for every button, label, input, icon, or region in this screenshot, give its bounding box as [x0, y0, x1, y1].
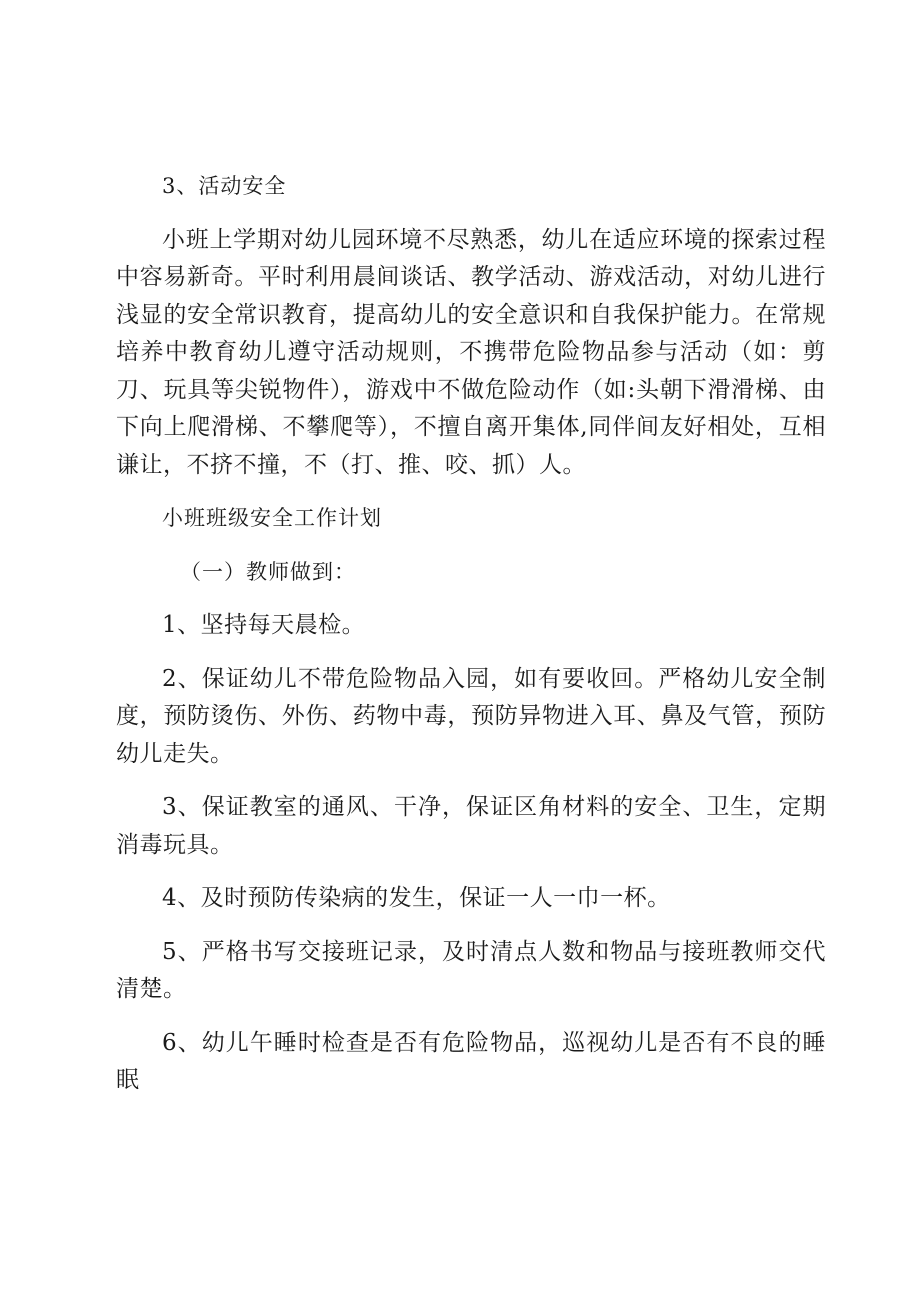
list-item-4: 4、及时预防传染病的发生，保证一人一巾一杯。 — [162, 885, 671, 911]
list-item-1: 1、坚持每天晨检。 — [162, 612, 366, 638]
section-heading-activity-safety: 3、活动安全 — [162, 174, 287, 198]
section-heading-class-safety-plan: 小班班级安全工作计划 — [162, 506, 382, 530]
subheading-teacher-duties: （一）教师做到： — [180, 559, 356, 584]
list-item-2: 2、保证幼儿不带危险物品入园，如有要收回。严格幼儿安全制度，预防烫伤、外伤、药物中毒，预防异物进入耳、鼻及气管，预防幼儿走失。 — [116, 665, 826, 767]
list-item-3: 3、保证教室的通风、干净，保证区角材料的安全、卫生，定期消毒玩具。 — [116, 794, 826, 858]
body-paragraph-activity-safety: 小班上学期对幼儿园环境不尽熟悉，幼儿在适应环境的探索过程中容易新奇。平时利用晨间谈话、教学活动、游戏活动，对幼儿进行浅显的安全常识教育，提高幼儿的安全意识和自我保护能力。在常规培养中教育幼儿遵守活动规则，不携带危险物品参与活动（如：剪刀、玩具等尖锐物件），游戏中不做危险动作（如:头朝下滑滑梯、由下向上爬滑梯、不攀爬等），不擅自离开集体,同伴间友好相处，互相谦让，不挤不撞，不（打、推、咬、抓）人。 — [116, 226, 826, 478]
list-item-6: 6、幼儿午睡时检查是否有危险物品，巡视幼儿是否有不良的睡眠 — [116, 1029, 826, 1093]
document-page — [116, 168, 826, 1116]
list-item-5: 5、严格书写交接班记录，及时清点人数和物品与接班教师交代清楚。 — [116, 938, 826, 1002]
